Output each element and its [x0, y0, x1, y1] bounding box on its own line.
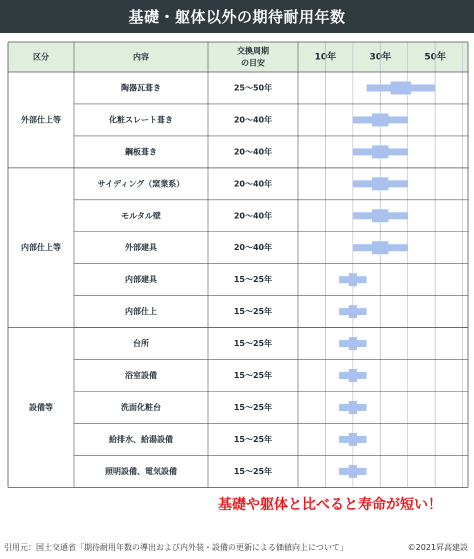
item-label: 陶器瓦葺き — [121, 83, 161, 93]
range-bar-core — [349, 433, 357, 446]
range-bar-core — [372, 145, 388, 158]
item-label: 化粧スレート葺き — [109, 115, 173, 125]
header-category: 区分 — [33, 52, 49, 62]
range-bar-core — [349, 273, 357, 286]
period-label: 15〜25年 — [233, 307, 273, 317]
range-bar-core — [349, 401, 357, 414]
period-label: 20〜40年 — [233, 115, 273, 125]
range-bar-core — [391, 81, 412, 94]
item-label: 給排水、給湯設備 — [109, 434, 173, 444]
highlight-message: 基礎や躯体と比べると寿命が短い！ — [218, 497, 442, 513]
period-label: 15〜25年 — [233, 339, 273, 349]
item-label: モルタル壁 — [121, 211, 161, 221]
period-label: 20〜40年 — [233, 179, 273, 189]
group-label: 外部仕上等 — [21, 115, 61, 125]
period-label: 15〜25年 — [233, 275, 273, 285]
range-bar-core — [349, 305, 357, 318]
period-label: 20〜40年 — [233, 211, 273, 221]
item-label: 洗面化粧台 — [121, 402, 161, 412]
copyright-notice: ©2021昇高建設 — [407, 543, 468, 552]
period-label: 15〜25年 — [233, 402, 273, 412]
period-label: 15〜25年 — [233, 371, 273, 381]
header-period-line1: 交換周期 — [237, 46, 269, 56]
item-label: 外部建具 — [125, 243, 157, 253]
range-bar-core — [372, 113, 388, 126]
period-label: 25〜50年 — [233, 83, 273, 93]
axis-tick-label: 30年 — [369, 52, 392, 63]
item-label: 鋼板葺き — [125, 147, 157, 157]
range-bar-core — [349, 337, 357, 350]
range-bar-core — [372, 209, 388, 222]
item-label: サイディング（窯業系） — [97, 179, 185, 189]
axis-tick-label: 10年 — [314, 52, 337, 63]
source-citation: 引用元：国土交通省「期待耐用年数の導出および内外装・設備の更新による価値向上について」 — [4, 543, 348, 552]
range-bar-core — [372, 177, 388, 190]
period-label: 20〜40年 — [233, 147, 273, 157]
page-title: 基礎・躯体以外の期待耐用年数 — [0, 0, 474, 33]
range-bar-core — [372, 241, 388, 254]
header-period-line2: の目安 — [241, 58, 265, 68]
axis-tick-label: 50年 — [424, 52, 446, 63]
item-label: 浴室設備 — [125, 371, 157, 381]
range-bar-core — [349, 465, 357, 478]
item-label: 照明設備、電気設備 — [105, 466, 177, 476]
range-bar-core — [349, 369, 357, 382]
item-label: 内部建具 — [125, 275, 157, 285]
group-label: 設備等 — [29, 402, 53, 412]
period-label: 15〜25年 — [233, 434, 273, 444]
group-label: 内部仕上等 — [21, 243, 61, 253]
period-label: 20〜40年 — [233, 243, 273, 253]
header-content: 内容 — [133, 52, 149, 62]
item-label: 台所 — [133, 339, 149, 349]
period-label: 15〜25年 — [233, 466, 273, 476]
item-label: 内部仕上 — [125, 307, 157, 317]
